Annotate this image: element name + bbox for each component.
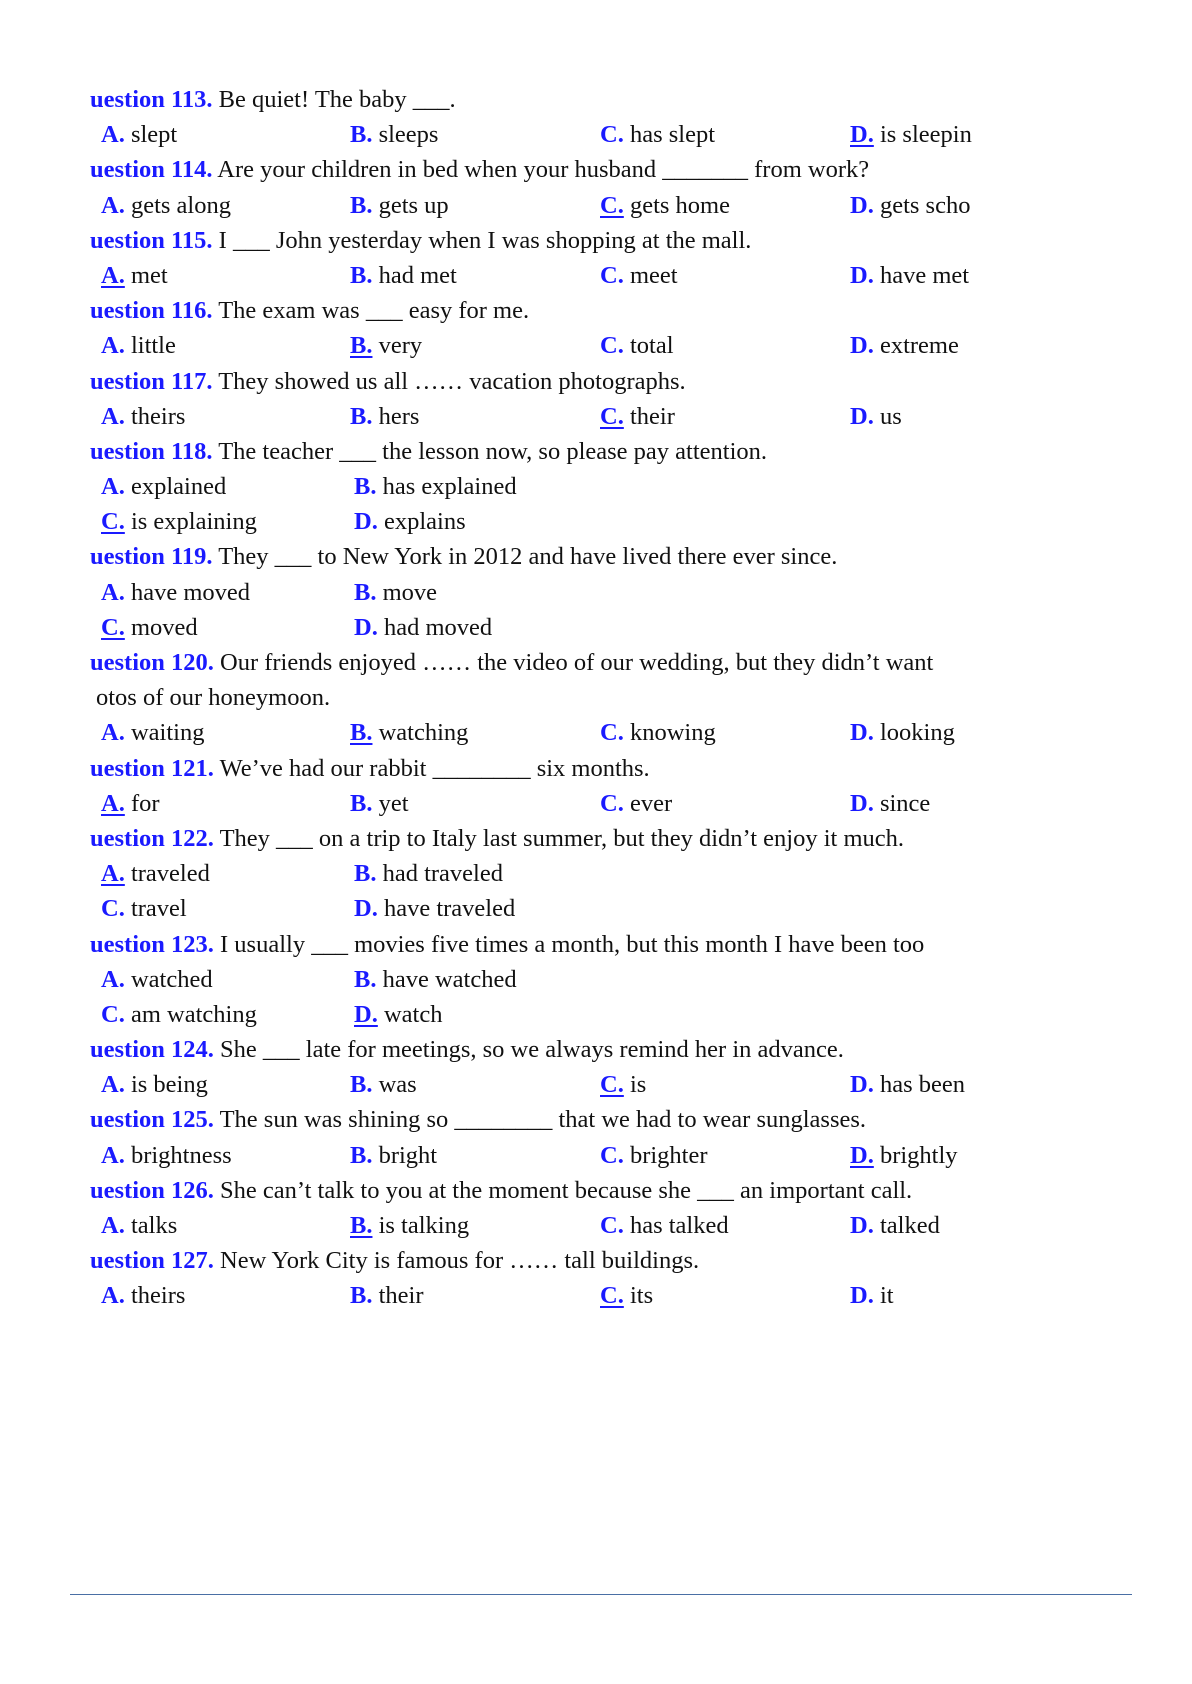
option-letter: C. [600,719,624,747]
correct-option-letter: C. [600,191,624,219]
question-text: They showed us all …… vacation photographs. [212,367,686,395]
answer-option [600,1138,708,1173]
option-letter: D. [850,1071,874,1099]
option-letter: C. [600,261,624,289]
option-text: yet [372,789,409,817]
option-text: have moved [124,578,251,606]
answer-option [600,1067,646,1102]
question-block [90,645,1110,751]
question-block [90,821,1110,927]
options-row [90,1067,1110,1102]
question-stem [90,539,1110,574]
option-text: has talked [623,1212,729,1239]
options-row [90,117,1110,152]
answer-option [600,715,716,750]
option-letter: B. [354,965,377,993]
answer-option [101,328,176,363]
answer-option [101,997,257,1032]
answer-option [850,1278,894,1313]
question-number: uestion 118. [90,437,213,465]
question-block [90,364,1110,434]
options-row [90,399,1110,434]
option-text: brightly [873,1141,958,1169]
question-text-continuation: otos of our honeymoon. [96,684,331,712]
question-list [90,82,1110,1314]
answer-option [350,258,457,293]
option-text: gets scho [873,191,971,219]
question-text: Are your children in bed when your husband _______ from work? [212,156,870,184]
option-letter: C. [600,332,624,360]
answer-option [101,188,231,223]
answer-option [101,117,177,152]
option-letter: B. [354,860,377,888]
footer-rule [70,1594,1132,1595]
option-letter: B. [354,473,377,501]
option-text: since [873,789,931,817]
option-letter: A. [101,1141,125,1169]
option-text: is sleepin [873,121,972,149]
option-text: talks [124,1212,178,1239]
option-text: watch [377,1000,443,1028]
correct-option-letter: C. [101,508,125,536]
question-block [90,539,1110,645]
question-text: She ___ late for meetings, so we always remind her in advance. [213,1036,844,1064]
option-letter: D. [850,332,874,360]
question-block [90,1173,1110,1243]
answer-option [101,1208,177,1243]
answer-option [101,891,187,926]
option-letter: B. [350,402,373,430]
option-letter: D. [850,261,874,289]
answer-option [350,715,468,750]
option-letter: B. [350,1282,373,1310]
question-number: uestion 116. [90,297,213,325]
answer-option [350,1208,469,1243]
question-stem [90,1173,1110,1208]
option-text: gets along [124,191,231,219]
answer-option [850,1067,965,1102]
correct-option-letter: A. [101,789,125,817]
answer-option [850,399,902,434]
option-text: had moved [377,613,493,641]
question-text: The exam was ___ easy for me. [212,297,530,325]
answer-option [354,891,515,926]
answer-option [600,117,715,152]
option-text: watched [124,965,213,993]
answer-option [101,399,185,434]
answer-option [600,258,678,293]
question-text: We’ve had our rabbit ________ six months. [213,754,650,782]
question-number: uestion 113. [90,86,213,113]
option-text: it [873,1282,894,1310]
answer-option [600,399,675,434]
option-text: have met [873,261,970,289]
question-block [90,1102,1110,1172]
question-text: New York City is famous for …… tall buildings. [213,1247,700,1275]
options-row [90,469,1110,504]
option-text: their [623,402,675,430]
question-stem [90,152,1110,187]
question-text: They ___ on a trip to Italy last summer, but they didn’t enjoy it much. [213,824,905,852]
option-text: hers [372,402,420,430]
answer-option [354,575,437,610]
option-text: is talking [372,1212,470,1239]
option-text: knowing [623,719,716,747]
option-text: bright [372,1141,438,1169]
question-stem [90,293,1110,328]
option-text: meet [623,261,678,289]
answer-option [101,610,198,645]
option-text: its [623,1282,654,1310]
option-text: moved [124,613,198,641]
option-letter: C. [101,1000,125,1028]
option-text: extreme [873,332,959,360]
option-text: total [623,332,674,360]
option-text: waiting [124,719,205,747]
question-number: uestion 115. [90,226,213,254]
option-letter: A. [101,1282,125,1310]
option-text: explained [124,473,227,501]
option-text: has explained [376,473,517,501]
option-letter: A. [101,473,125,501]
option-text: ever [623,789,673,817]
option-text: watching [372,719,469,747]
question-text: I ___ John yesterday when I was shopping at the mall. [212,226,752,254]
answer-option [350,1067,417,1102]
answer-option [101,786,160,821]
options-row [90,1208,1110,1243]
answer-option [350,328,422,363]
correct-option-letter: C. [600,402,624,430]
answer-option [850,786,930,821]
options-row [90,997,1110,1032]
option-letter: D. [850,719,874,747]
option-letter: B. [350,121,373,149]
question-stem [90,1032,1110,1067]
option-text: theirs [124,402,186,430]
options-row [90,891,1110,926]
question-number: uestion 125. [90,1106,214,1134]
answer-option [101,856,210,891]
option-letter: B. [350,261,373,289]
options-row [90,786,1110,821]
option-text: traveled [124,860,210,888]
option-letter: A. [101,965,125,993]
option-text: was [372,1071,417,1099]
option-text: am watching [124,1000,257,1028]
question-text: The teacher ___ the lesson now, so please pay attention. [212,437,768,465]
option-letter: C. [600,1141,624,1169]
option-letter: B. [350,191,373,219]
question-block [90,82,1110,152]
option-letter: D. [850,402,874,430]
correct-option-letter: B. [350,1212,373,1239]
option-text: talked [873,1212,940,1239]
question-block [90,1032,1110,1102]
answer-option [101,1278,185,1313]
option-letter: C. [600,789,624,817]
question-stem [90,1243,1110,1278]
answer-option [354,962,517,997]
option-text: met [124,261,168,289]
option-letter: B. [350,1071,373,1099]
options-row [90,504,1110,539]
option-text: had traveled [376,860,503,888]
option-letter: A. [101,719,125,747]
answer-option [350,786,409,821]
answer-option [600,786,672,821]
answer-option [600,188,730,223]
option-letter: C. [600,121,624,149]
option-text: gets up [372,191,449,219]
answer-option [350,1278,424,1313]
option-letter: B. [350,1141,373,1169]
question-text: Be quiet! The baby ___. [212,86,456,113]
answer-option [850,328,959,363]
option-letter: A. [101,578,125,606]
question-stem [90,1102,1110,1137]
question-number: uestion 117. [90,367,213,395]
answer-option [101,715,204,750]
option-text: had met [372,261,457,289]
option-letter: D. [850,789,874,817]
answer-option [600,1208,729,1243]
option-letter: C. [101,895,125,923]
question-block [90,434,1110,540]
option-letter: D. [850,1212,874,1239]
option-letter: A. [101,121,125,149]
option-text: brighter [623,1141,708,1169]
option-text: theirs [124,1282,186,1310]
correct-option-letter: C. [101,613,125,641]
question-stem [90,434,1110,469]
question-text: The sun was shining so ________ that we had to wear sunglasses. [213,1106,867,1134]
correct-option-letter: D. [850,121,874,149]
option-letter: A. [101,1071,125,1099]
options-row [90,856,1110,891]
correct-option-letter: D. [354,1000,378,1028]
options-row [90,1278,1110,1313]
option-letter: D. [850,191,874,219]
answer-option [350,399,419,434]
question-stem [90,821,1110,856]
option-text: us [873,402,902,430]
answer-option [850,1208,940,1243]
option-text: for [124,789,160,817]
option-text: looking [873,719,955,747]
question-block [90,293,1110,363]
option-letter: D. [850,1282,874,1310]
option-text: very [372,332,423,360]
option-text: has been [873,1071,965,1099]
answer-option [850,188,970,223]
answer-option [101,1067,208,1102]
option-text: brightness [124,1141,232,1169]
correct-option-letter: C. [600,1071,624,1099]
correct-option-letter: D. [850,1141,874,1169]
question-stem [90,927,1110,962]
option-text: travel [124,895,187,923]
answer-option [354,997,442,1032]
question-stem [90,751,1110,786]
option-text: gets home [623,191,730,219]
option-text: their [372,1282,424,1310]
options-row [90,610,1110,645]
question-block [90,1243,1110,1313]
question-block [90,152,1110,222]
question-block [90,751,1110,821]
answer-option [101,504,257,539]
question-number: uestion 127. [90,1247,214,1275]
answer-option [101,258,168,293]
question-text: They ___ to New York in 2012 and have lived there ever since. [212,543,838,571]
question-block [90,223,1110,293]
option-text: is [623,1071,647,1099]
answer-option [354,856,503,891]
question-number: uestion 119. [90,543,213,571]
question-number: uestion 124. [90,1036,214,1064]
option-text: has slept [623,121,716,149]
question-number: uestion 122. [90,824,214,852]
option-letter: D. [354,508,378,536]
options-row [90,258,1110,293]
answer-option [101,469,226,504]
answer-option [354,610,492,645]
option-text: move [376,578,438,606]
option-letter: D. [354,895,378,923]
option-letter: D. [354,613,378,641]
question-stem [90,645,1110,680]
answer-option [600,1278,653,1313]
question-text: Our friends enjoyed …… the video of our wedding, but they didn’t want [213,649,934,676]
answer-option [600,328,674,363]
option-text: have traveled [377,895,516,923]
options-row [90,575,1110,610]
answer-option [350,1138,437,1173]
option-text: is being [124,1071,208,1099]
question-text: She can’t talk to you at the moment because she ___ an important call. [213,1176,913,1204]
option-text: slept [124,121,178,149]
options-row [90,1138,1110,1173]
option-text: sleeps [372,121,439,149]
correct-option-letter: A. [101,860,125,888]
option-text: explains [377,508,466,536]
options-row [90,188,1110,223]
answer-option [850,117,972,152]
option-text: is explaining [124,508,257,536]
option-text: little [124,332,176,360]
answer-option [350,117,438,152]
option-letter: A. [101,1212,125,1239]
answer-option [350,188,449,223]
question-stem [90,82,1110,117]
correct-option-letter: B. [350,719,373,747]
options-row [90,715,1110,750]
correct-option-letter: C. [600,1282,624,1310]
question-block [90,927,1110,1033]
question-number: uestion 120. [90,649,214,676]
option-letter: A. [101,402,125,430]
option-letter: A. [101,191,125,219]
options-row [90,962,1110,997]
answer-option [101,962,213,997]
question-number: uestion 121. [90,754,214,782]
question-stem [90,364,1110,399]
option-letter: C. [600,1212,624,1239]
correct-option-letter: B. [350,332,373,360]
answer-option [354,469,517,504]
option-letter: A. [101,332,125,360]
question-number: uestion 123. [90,930,214,958]
answer-option [354,504,466,539]
question-stem [90,223,1110,258]
question-number: uestion 126. [90,1176,214,1204]
option-letter: B. [354,578,377,606]
answer-option [850,258,969,293]
options-row [90,328,1110,363]
answer-option [101,575,250,610]
answer-option [101,1138,232,1173]
question-number: uestion 114. [90,156,213,184]
question-text: I usually ___ movies five times a month, but this month I have been too [213,930,925,958]
correct-option-letter: A. [101,261,125,289]
option-letter: B. [350,789,373,817]
answer-option [850,715,955,750]
answer-option [850,1138,958,1173]
option-text: have watched [376,965,517,993]
